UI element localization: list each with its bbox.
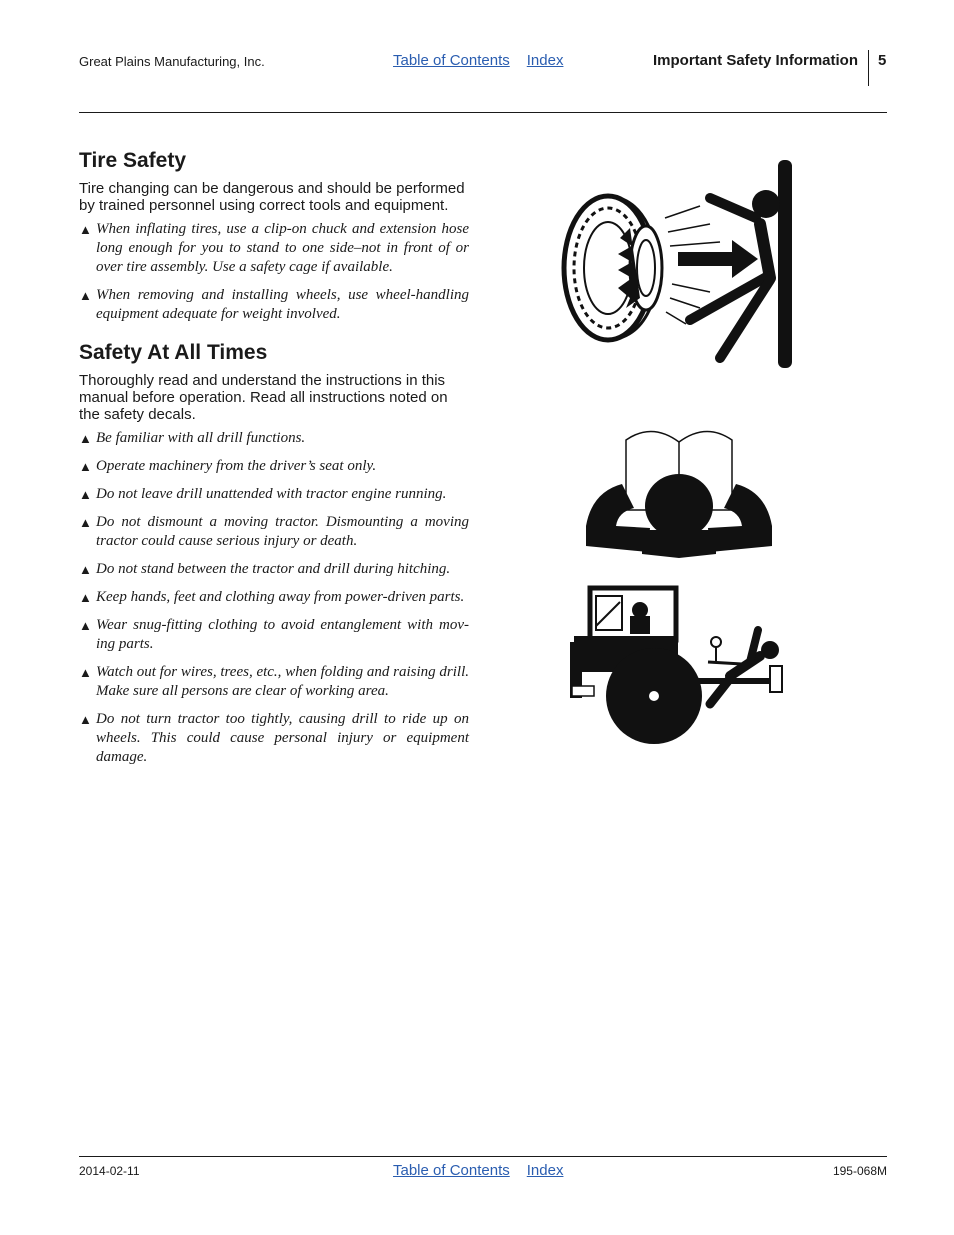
triangle-bullet-icon: ▲	[79, 459, 92, 474]
header-index-link[interactable]: Index	[526, 52, 564, 69]
triangle-bullet-icon: ▲	[79, 665, 92, 680]
triangle-bullet-icon: ▲	[79, 431, 92, 446]
list-item: ▲ Operate machinery from the driver’s seat only.	[79, 458, 377, 474]
header-links	[393, 52, 580, 69]
tire-safety-heading: Tire Safety	[79, 149, 186, 172]
page-number: 5	[878, 52, 887, 69]
tire-explosion-icon	[560, 158, 796, 370]
list-item: ▲ When inflating tires, use a clip-on chuck and extension hose long enough for you to stand to one side–not in front of or over tire assembly. Use a safety cage if available.	[79, 221, 469, 275]
safety-all-times-heading: Safety At All Times	[79, 341, 268, 364]
safety-all-times-section	[79, 340, 469, 767]
triangle-bullet-icon: ▲	[79, 562, 92, 577]
triangle-bullet-icon: ▲	[79, 618, 92, 633]
safety-all-times-intro: Thoroughly read and understand the instructions in this manual before operation. Read all instructions noted on the safety decals.	[79, 372, 448, 423]
header-toc-link[interactable]: Table of Contents	[393, 52, 510, 69]
triangle-bullet-icon: ▲	[79, 222, 92, 237]
list-item: ▲ Do not dismount a moving tractor. Dismounting a moving tractor could cause serious injury or death.	[79, 514, 469, 549]
section-title: Important Safety Information	[652, 52, 858, 69]
footer-toc-link[interactable]: Table of Contents	[393, 1162, 510, 1179]
tire-safety-list	[79, 220, 469, 324]
footer-doc-number: 195-068M	[832, 1164, 887, 1178]
footer-index-link[interactable]: Index	[526, 1162, 564, 1179]
list-item: ▲ When removing and installing wheels, use wheel-handling equipment adequate for weight involved.	[79, 287, 469, 322]
header-rule	[79, 112, 887, 113]
list-item: ▲ Do not leave drill unattended with tractor engine running.	[79, 486, 447, 502]
list-item: ▲ Watch out for wires, trees, etc., when folding and raising drill. Make sure all persons are clear of working area.	[79, 664, 469, 699]
text-column	[79, 148, 469, 776]
triangle-bullet-icon: ▲	[79, 515, 92, 530]
list-item: ▲ Do not stand between the tractor and drill during hitching.	[79, 561, 451, 577]
safety-all-times-list	[79, 429, 469, 767]
header-divider	[868, 50, 869, 86]
list-item: ▲ Be familiar with all drill functions.	[79, 430, 306, 446]
company-name: Great Plains Manufacturing, Inc.	[79, 54, 265, 69]
tractor-hitching-icon	[570, 582, 790, 748]
triangle-bullet-icon: ▲	[79, 288, 92, 303]
reading-manual-icon	[582, 422, 776, 558]
list-item: ▲ Do not turn tractor too tightly, causing drill to ride up on wheels. This could cause personal injury or equipment damage.	[79, 711, 469, 765]
triangle-bullet-icon: ▲	[79, 590, 92, 605]
list-item: ▲ Wear snug-fitting clothing to avoid entanglement with mov-ing parts.	[79, 617, 469, 652]
footer-rule	[79, 1156, 887, 1157]
list-item: ▲ Keep hands, feet and clothing away from power-driven parts.	[79, 589, 465, 605]
triangle-bullet-icon: ▲	[79, 712, 92, 727]
footer-date: 2014-02-11	[79, 1164, 140, 1178]
triangle-bullet-icon: ▲	[79, 487, 92, 502]
footer-links	[393, 1162, 580, 1179]
tire-safety-intro: Tire changing can be dangerous and should be performed by trained personnel using correct tools and equipment.	[79, 180, 465, 214]
